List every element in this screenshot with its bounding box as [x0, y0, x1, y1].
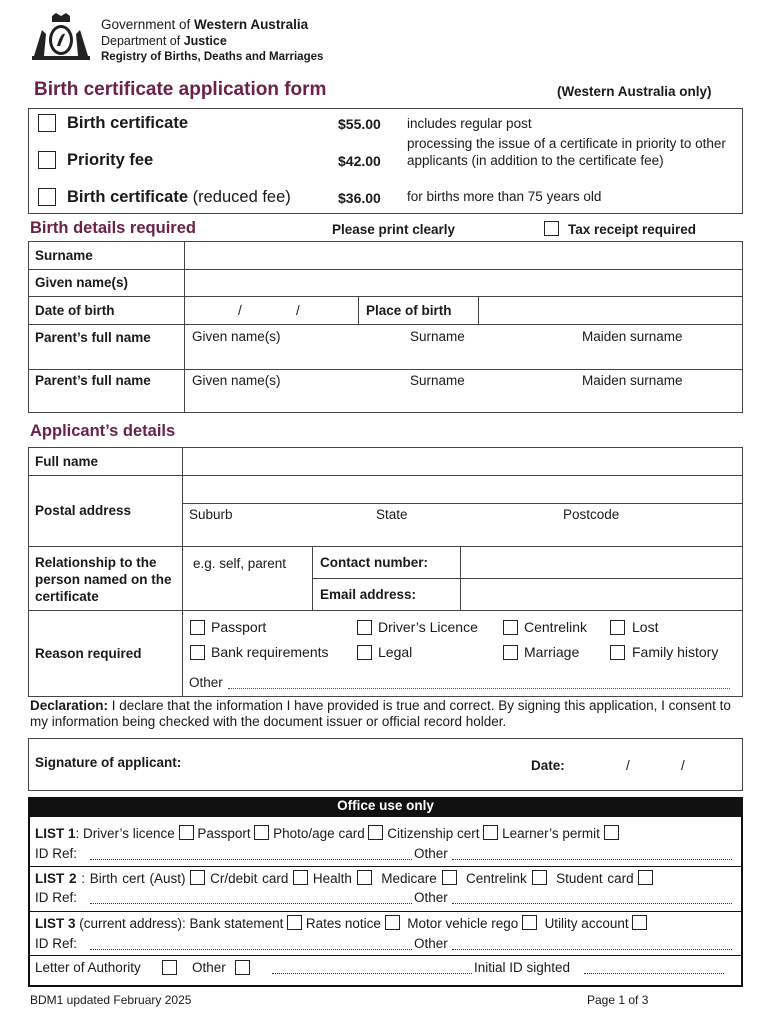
- parent2-label: Parent’s full name: [35, 373, 151, 388]
- list3-other-label: Other: [414, 936, 448, 951]
- option-reduced-fee-desc: for births more than 75 years old: [407, 189, 602, 204]
- list2-medicare-checkbox[interactable]: [442, 870, 457, 885]
- list2-id-ref-field[interactable]: [90, 903, 412, 904]
- email-address-field[interactable]: [462, 580, 741, 609]
- list3-rates-notice-checkbox[interactable]: [385, 915, 400, 930]
- list3-id-ref-label: ID Ref:: [35, 936, 78, 951]
- parent2-surname-label: Surname: [410, 373, 465, 388]
- list3-id-ref-field[interactable]: [90, 949, 412, 950]
- suburb-label: Suburb: [189, 507, 233, 522]
- parent2-given-label: Given name(s): [192, 373, 281, 388]
- letter-of-authority-checkbox[interactable]: [162, 960, 177, 975]
- list1-other-label: Other: [414, 846, 448, 861]
- list3-bank-statement-checkbox[interactable]: [287, 915, 302, 930]
- option-birth-certificate-desc: includes regular post: [407, 116, 532, 131]
- office-use-heading: Office use only: [28, 797, 743, 815]
- full-name-label: Full name: [35, 454, 99, 469]
- given-names-field[interactable]: [186, 271, 741, 295]
- tax-receipt-label: Tax receipt required: [568, 222, 697, 237]
- reason-legal-checkbox[interactable]: [357, 645, 372, 660]
- given-names-label: Given name(s): [35, 275, 129, 290]
- list1-id-ref-field[interactable]: [90, 859, 412, 860]
- form-title: Birth certificate application form: [34, 79, 327, 100]
- list2-student-card-checkbox[interactable]: [638, 870, 653, 885]
- office-list1-row: LIST 1: Driver’s licence Passport Photo/age card Citizenship cert Learner’s permit: [35, 825, 619, 841]
- option-birth-certificate-price: $55.00: [338, 116, 381, 132]
- footer-version: BDM1 updated February 2025: [30, 993, 192, 1007]
- letter-of-authority-label: Letter of Authority: [35, 960, 141, 975]
- footer-page-number: Page 1 of 3: [587, 993, 649, 1007]
- parent2-maiden-label: Maiden surname: [582, 373, 683, 388]
- option-birth-certificate-label: Birth certificate: [67, 114, 189, 132]
- reason-marriage-checkbox[interactable]: [503, 645, 518, 660]
- reason-family-history-checkbox[interactable]: [610, 645, 625, 660]
- reason-bank-label: Bank requirements: [211, 644, 329, 660]
- list2-credit-debit-card-checkbox[interactable]: [293, 870, 308, 885]
- list3-other-field[interactable]: [452, 949, 732, 950]
- list3-utility-account-checkbox[interactable]: [632, 915, 647, 930]
- dob-field[interactable]: [186, 298, 356, 323]
- reason-passport-label: Passport: [211, 619, 267, 635]
- tax-receipt-checkbox[interactable]: [544, 221, 559, 236]
- place-of-birth-label: Place of birth: [366, 303, 452, 318]
- reason-other-field[interactable]: [228, 688, 730, 689]
- surname-label: Surname: [35, 248, 93, 263]
- office-list2-row: LIST 2 : Birth cert (Aust) Cr/debit card Health Medicare Centrelink Student card: [35, 870, 653, 886]
- contact-number-field[interactable]: [462, 548, 741, 577]
- contact-number-label: Contact number:: [320, 555, 428, 570]
- loa-other-label: Other: [192, 960, 226, 975]
- signature-field[interactable]: [210, 742, 520, 788]
- priority-fee-checkbox[interactable]: [38, 151, 56, 169]
- list2-id-ref-label: ID Ref:: [35, 890, 78, 905]
- reason-legal-label: Legal: [378, 644, 413, 660]
- list2-birth-cert-checkbox[interactable]: [190, 870, 205, 885]
- reason-family-history-label: Family history: [632, 644, 719, 660]
- list1-other-field[interactable]: [452, 859, 732, 860]
- list1-learners-permit-checkbox[interactable]: [604, 825, 619, 840]
- email-address-label: Email address:: [320, 587, 417, 602]
- reason-bank-checkbox[interactable]: [190, 645, 205, 660]
- suburb-state-postcode-field[interactable]: [184, 505, 741, 545]
- loa-other-checkbox[interactable]: [235, 960, 250, 975]
- birth-certificate-checkbox[interactable]: [38, 114, 56, 132]
- parent1-maiden-label: Maiden surname: [582, 329, 683, 344]
- parent1-surname-label: Surname: [410, 329, 465, 344]
- birth-details-heading: Birth details required: [30, 219, 196, 237]
- registry-title: Registry of Births, Deaths and Marriages: [101, 51, 324, 63]
- list1-photo-age-card-checkbox[interactable]: [368, 825, 383, 840]
- option-reduced-fee-label: Birth certificate (reduced fee): [67, 188, 291, 206]
- parent1-field[interactable]: [186, 326, 741, 368]
- option-reduced-fee-price: $36.00: [338, 190, 381, 206]
- dob-label: Date of birth: [35, 303, 115, 318]
- list1-citizenship-cert-checkbox[interactable]: [483, 825, 498, 840]
- relationship-label: Relationship to the person named on the certificate: [35, 555, 172, 604]
- gov-title: Government of Western Australia: [101, 17, 309, 32]
- date-separator: /: [681, 758, 685, 773]
- postcode-label: Postcode: [563, 507, 620, 522]
- postal-address-field[interactable]: [184, 477, 741, 502]
- option-priority-fee-price: $42.00: [338, 153, 381, 169]
- full-name-field[interactable]: [184, 449, 741, 474]
- signature-date-label: Date:: [531, 758, 565, 773]
- reason-marriage-label: Marriage: [524, 644, 580, 660]
- state-label: State: [376, 507, 408, 522]
- option-priority-fee-label: Priority fee: [67, 151, 154, 169]
- parent1-given-label: Given name(s): [192, 329, 281, 344]
- surname-field[interactable]: [186, 243, 741, 268]
- option-priority-fee-desc: processing the issue of a certificate in priority to other applicants (in addition to the certificate fee): [407, 136, 726, 168]
- print-clearly-note: Please print clearly: [332, 222, 456, 237]
- loa-other-field[interactable]: [272, 973, 472, 974]
- relationship-hint: e.g. self, parent: [193, 556, 287, 571]
- reason-passport-checkbox[interactable]: [190, 620, 205, 635]
- list2-other-label: Other: [414, 890, 448, 905]
- relationship-field[interactable]: [184, 548, 310, 609]
- list2-health-checkbox[interactable]: [357, 870, 372, 885]
- reason-required-label: Reason required: [35, 646, 142, 661]
- place-of-birth-field[interactable]: [480, 298, 741, 323]
- applicant-details-heading: Applicant’s details: [30, 422, 176, 440]
- form-region: (Western Australia only): [557, 84, 712, 99]
- parent1-label: Parent’s full name: [35, 330, 151, 345]
- reason-drivers-licence-checkbox[interactable]: [357, 620, 372, 635]
- list1-passport-checkbox[interactable]: [254, 825, 269, 840]
- date-separator: /: [626, 758, 630, 773]
- dob-separator: /: [238, 303, 242, 318]
- initial-id-sighted-label: Initial ID sighted: [474, 960, 571, 975]
- dob-separator: /: [296, 303, 300, 318]
- reason-centrelink-checkbox[interactable]: [503, 620, 518, 635]
- reason-lost-checkbox[interactable]: [610, 620, 625, 635]
- dept-title: Department of Justice: [101, 34, 227, 48]
- list3-motor-vehicle-rego-checkbox[interactable]: [522, 915, 537, 930]
- initial-id-sighted-field[interactable]: [584, 973, 724, 974]
- reason-centrelink-label: Centrelink: [524, 619, 588, 635]
- reason-lost-label: Lost: [632, 619, 659, 635]
- list1-id-ref-label: ID Ref:: [35, 846, 78, 861]
- list1-drivers-licence-checkbox[interactable]: [179, 825, 194, 840]
- list2-other-field[interactable]: [452, 903, 732, 904]
- wa-crest-logo: [30, 12, 92, 62]
- reason-drivers-licence-label: Driver’s Licence: [378, 619, 478, 635]
- parent2-field[interactable]: [186, 371, 741, 412]
- office-list3-row: LIST 3 (current address): Bank statement Rates notice Motor vehicle rego Utility account: [35, 915, 647, 931]
- list2-centrelink-checkbox[interactable]: [532, 870, 547, 885]
- declaration-text: Declaration: I declare that the information I have provided is true and correct. By signing this application, I consent to my information being checked with the document issuer or official record holder.: [30, 698, 731, 729]
- signature-label: Signature of applicant:: [35, 755, 182, 770]
- signature-date-field[interactable]: [575, 752, 739, 782]
- reduced-fee-checkbox[interactable]: [38, 188, 56, 206]
- reason-other-label: Other: [189, 675, 223, 690]
- postal-address-label: Postal address: [35, 503, 132, 518]
